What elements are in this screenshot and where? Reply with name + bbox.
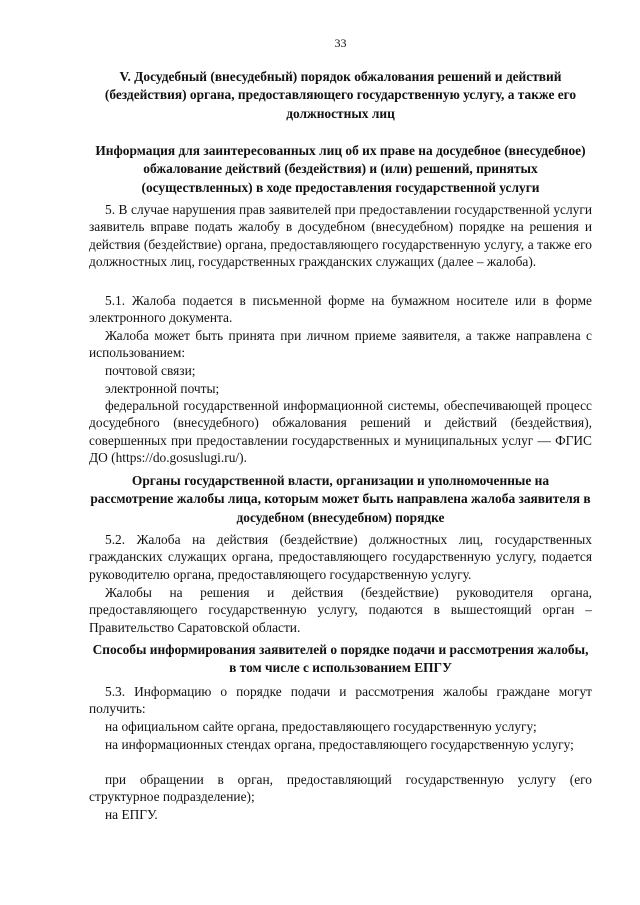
list-item: при обращении в орган, предоставляющий государственную услугу (его структурное подразделение); xyxy=(89,772,592,805)
paragraph: Жалоба может быть принята при личном приеме заявителя, а также направлена с использованием: xyxy=(89,328,592,361)
subsection-title-1: Информация для заинтересованных лиц об их праве на досудебное (внесудебное) обжалование действий (бездействия) и (или) решений, принятых (осуществленных) в ходе предоставления государственной услуги xyxy=(95,143,586,195)
paragraph: Жалобы на решения и действия (бездействие) руководителя органа, предоставляющего государственную услугу, подаются в вышестоящий орган – Правительство Саратовской области. xyxy=(89,585,592,635)
list-item: почтовой связи; xyxy=(105,363,196,378)
list-item: на официальном сайте органа, предоставляющего государственную услугу; xyxy=(105,719,537,734)
paragraph: 5.2. Жалоба на действия (бездействие) должностных лиц, государственных гражданских служащих органа, предоставляющего государственную услугу, подается руководителю органа, предоставляющего государственную услугу. xyxy=(89,532,592,582)
list-item: электронной почты; xyxy=(105,381,220,396)
page-number: 33 xyxy=(334,36,347,50)
paragraph: федеральной государственной информационной системы, обеспечивающей процесс досудебного (внесудебного) обжалования решений и действий (бездействия), совершенных при предоставлении государственных и муниципальных услуг — ФГИС ДО (https://do.gosuslugi.ru/). xyxy=(89,398,592,466)
subsection-title-2: Органы государственной власти, организации и уполномоченные на рассмотрение жалобы лица, которым может быть направлена жалоба заявителя в досудебном (внесудебном) порядке xyxy=(90,473,591,525)
section-title: V. Досудебный (внесудебный) порядок обжалования решений и действий (бездействия) органа, предоставляющего государственную услугу, а также его должностных лиц xyxy=(104,69,577,121)
paragraph: 5. В случае нарушения прав заявителей при предоставлении государственной услуги заявитель вправе подать жалобу в досудебном (внесудебном) порядке на решения и действия (бездействие) органа, предоставляющего государственную услугу, а также его должностных лиц, государственных гражданских служащих (далее – жалоба). xyxy=(89,202,592,270)
subsection-title-3: Способы информирования заявителей о порядке подачи и рассмотрения жалобы, в том числе с использованием ЕПГУ xyxy=(92,642,589,676)
list-item: на ЕПГУ. xyxy=(105,807,158,822)
list-item: на информационных стендах органа, предоставляющего государственную услугу; xyxy=(105,737,574,752)
paragraph: 5.1. Жалоба подается в письменной форме на бумажном носителе или в форме электронного документа. xyxy=(89,293,592,326)
paragraph: 5.3. Информацию о порядке подачи и рассмотрения жалобы граждане могут получить: xyxy=(89,684,592,717)
